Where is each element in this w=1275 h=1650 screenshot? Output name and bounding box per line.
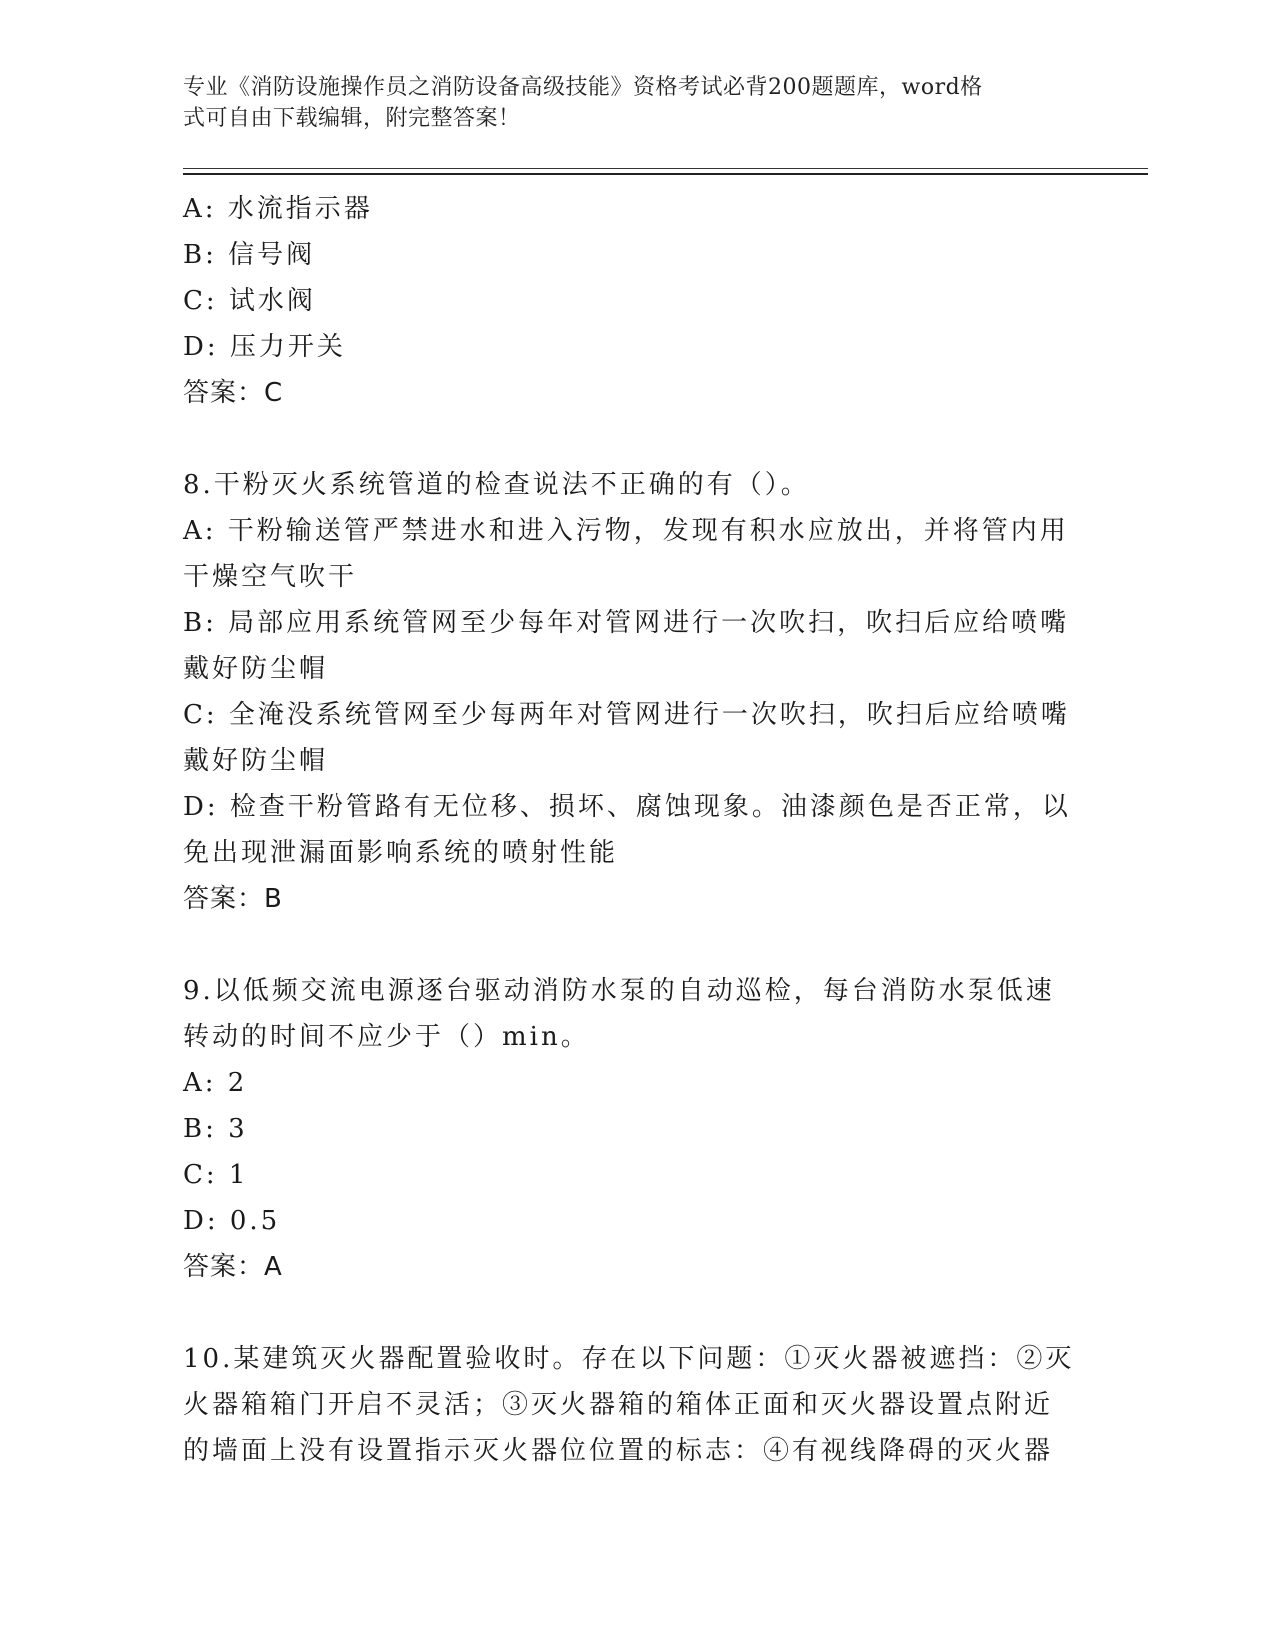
spacer (183, 1290, 1063, 1336)
header-title-line-1: 专业《消防设施操作员之消防设备高级技能》资格考试必背200题题库，word格 (183, 75, 983, 100)
header-title-line-2: 式可自由下载编辑，附完整答案！ (183, 106, 521, 131)
option-a-continued: 干燥空气吹干 (183, 562, 358, 592)
question-stem: 10.某建筑灭火器配置验收时。存在以下问题：①灭火器被遮挡：②灭 (183, 1344, 1075, 1374)
option-c: C: 全淹没系统管网至少每两年对管网进行一次吹扫，吹扫后应给喷嘴 (183, 700, 1070, 730)
option-b-continued: 戴好防尘帽 (183, 654, 329, 684)
option-a: A: 干粉输送管严禁进水和进入污物，发现有积水应放出，并将管内用 (183, 516, 1069, 546)
question-stem: 8.干粉灭火系统管道的检查说法不正确的有（）。 (183, 470, 810, 500)
answer: 答案：B (183, 884, 283, 914)
option-d: D: 0.5 (183, 1206, 281, 1236)
question-stem-continued: 转动的时间不应少于（）min。 (183, 1022, 590, 1052)
option-c: C: 1 (183, 1160, 249, 1190)
spacer (183, 416, 1063, 462)
option-a: A: 水流指示器 (183, 194, 373, 224)
question-stem-continued: 火器箱箱门开启不灵活；③灭火器箱的箱体正面和灭火器设置点附近 (183, 1390, 1054, 1420)
answer: 答案：A (183, 1252, 283, 1282)
question-8 (183, 462, 1071, 922)
option-a: A: 2 (183, 1068, 248, 1098)
question-9 (183, 968, 1063, 1290)
header-rule-thin (183, 168, 1148, 169)
answer: 答案：C (183, 378, 284, 408)
option-b: B: 信号阀 (183, 240, 316, 270)
option-c: C: 试水阀 (183, 286, 316, 316)
question-stem: 9.以低频交流电源逐台驱动消防水泵的自动巡检，每台消防水泵低速 (183, 976, 1055, 1006)
document-body (183, 186, 1075, 1474)
option-d: D: 压力开关 (183, 332, 346, 362)
document-header (183, 72, 1063, 134)
option-b: B: 局部应用系统管网至少每年对管网进行一次吹扫，吹扫后应给喷嘴 (183, 608, 1070, 638)
option-b: B: 3 (183, 1114, 248, 1144)
question-7 (183, 186, 1063, 416)
option-d: D: 检查干粉管路有无位移、损坏、腐蚀现象。油漆颜色是否正常，以 (183, 792, 1071, 822)
spacer (183, 922, 1063, 968)
option-d-continued: 免出现泄漏面影响系统的喷射性能 (183, 838, 619, 868)
question-10 (183, 1336, 1075, 1474)
question-stem-continued: 的墙面上没有设置指示灭火器位位置的标志：④有视线降碍的灭火器 (183, 1436, 1054, 1466)
option-c-continued: 戴好防尘帽 (183, 746, 329, 776)
header-rule-thick (183, 173, 1148, 175)
